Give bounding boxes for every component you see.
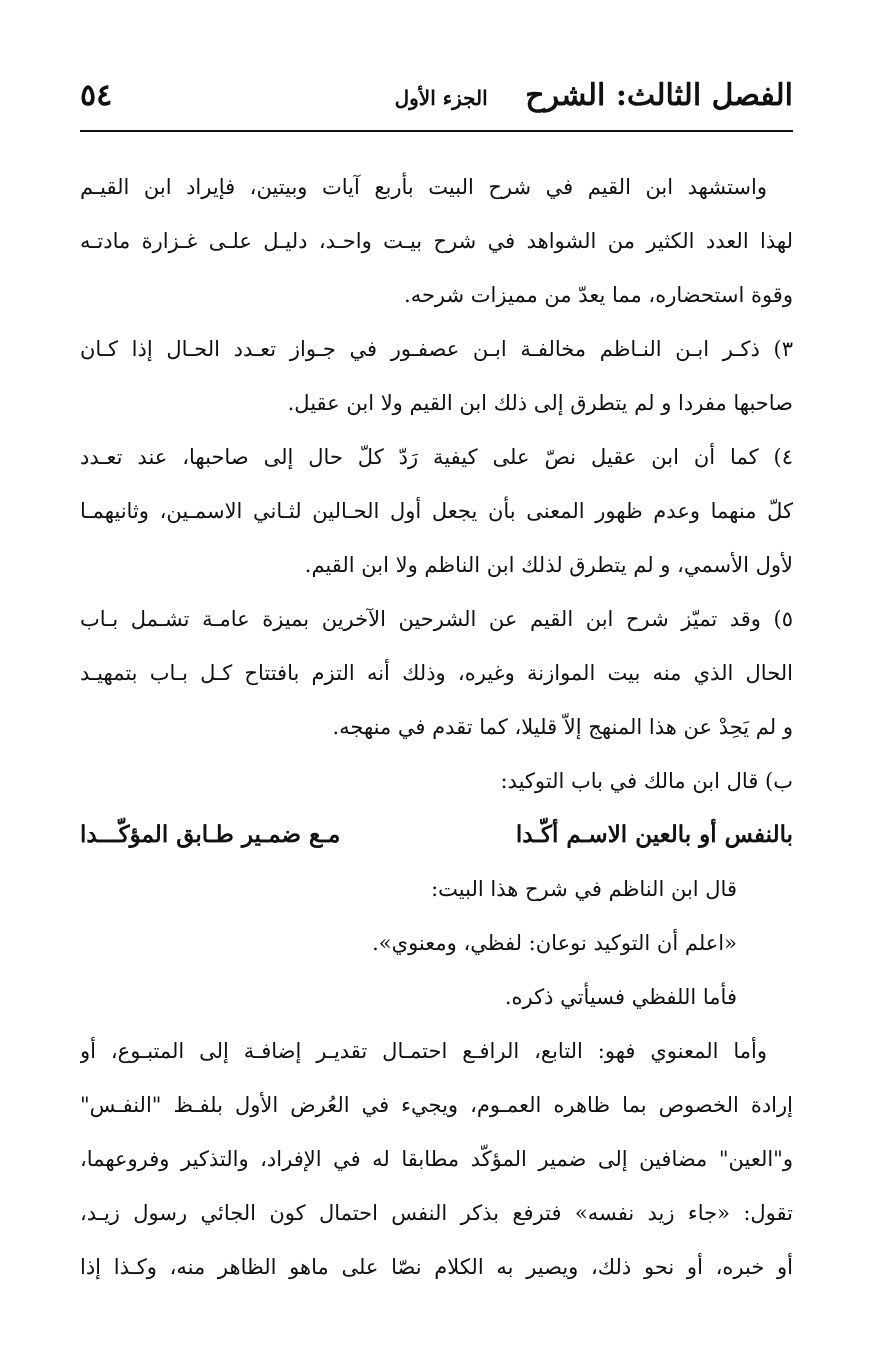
text-line: ب) قال ابن مالك في باب التوكيد: xyxy=(500,769,793,793)
text-line: أو خبره، أو نحو ذلك، ويصير به الكلام نصّا على ماهو الظاهر منه، وكـذا إذا xyxy=(80,1255,793,1279)
verse-second-hemistich: مـع ضمـير طـابق المؤكّـــدا xyxy=(80,821,341,848)
text-line: صاحبها مفردا و لم يتطرق إلى ذلك ابن القيم ولا ابن عقيل. xyxy=(287,391,793,415)
text-line: إرادة الخصوص بما ظاهره العمـوم، ويجيء في العُرض الأول بلفـظ "النفـس" xyxy=(80,1093,793,1117)
text-line: الحال الذي منه بيت الموازنة وغيره، وذلك أنه التزم بافتتاح كـل بـاب بتمهيـد xyxy=(80,661,793,685)
part-label: الجزء الأول xyxy=(394,86,488,110)
text-line: وأما المعنوي فهو: التابع، الرافـع احتمـال تقديـر إضافـة إلى المتبـوع، أو xyxy=(80,1039,767,1063)
text-line: «اعلم أن التوكيد نوعان: لفظي، ومعنوي». xyxy=(372,931,737,955)
text-line: ٤) كما أن ابن عقيل نصّ على كيفية رَدّ كلّ حال إلى صاحبها، عند تعـدد xyxy=(80,445,793,469)
text-line: كلّ منهما وعدم ظهور المعنى بأن يجعل أول الحـالين لثـاني الاسمـين، وثانيهمـا xyxy=(80,499,793,523)
text-line: واستشهد ابن القيم في شرح البيت بأربع آيات وبيتين، فإيراد ابن القيـم xyxy=(80,175,767,199)
text-line: لأول الأسمي، و لم يتطرق لذلك ابن الناظم ولا ابن القيم. xyxy=(304,553,793,577)
text-line: ٣) ذكـر ابـن النـاظم مخالفـة ابـن عصفـور في جـواز تعـدد الحـال إذا كـان xyxy=(80,337,793,361)
text-line: لهذا العدد الكثير من الشواهد في شرح بيـت واحـد، دليـل علـى غـزارة مادتـه xyxy=(80,229,793,253)
verse-first-hemistich: بالنفس أو بالعين الاسـم أكّـدا xyxy=(515,821,793,848)
chapter-title: الفصل الثالث: الشرح xyxy=(525,78,793,113)
page-number: ٥٤ xyxy=(80,78,113,113)
text-line: و لم يَحِدْ عن هذا المنهج إلاّ قليلا، كما تقدم في منهجه. xyxy=(332,715,793,739)
page-header xyxy=(80,78,793,120)
header-rule xyxy=(80,130,793,132)
text-line: و"العين" مضافين إلى ضمير المؤكّد مطابقا له في الإفراد، والتذكير وفروعهما، xyxy=(80,1147,793,1171)
text-line: تقول: «جاء زيد نفسه» فترفع بذكر النفس احتمال كون الجائي رسول زيـد، xyxy=(80,1201,793,1225)
text-line: وقوة استحضاره، مما يعدّ من مميزات شرحه. xyxy=(404,283,793,307)
text-line: فأما اللفظي فسيأتي ذكره. xyxy=(504,985,737,1009)
page-body xyxy=(80,160,793,1294)
poetry-verse xyxy=(80,808,793,862)
text-line: قال ابن الناظم في شرح هذا البيت: xyxy=(431,877,737,901)
text-line: ٥) وقد تميّز شرح ابن القيم عن الشرحين الآخرين بميزة عامـة تشـمل بـاب xyxy=(80,607,793,631)
